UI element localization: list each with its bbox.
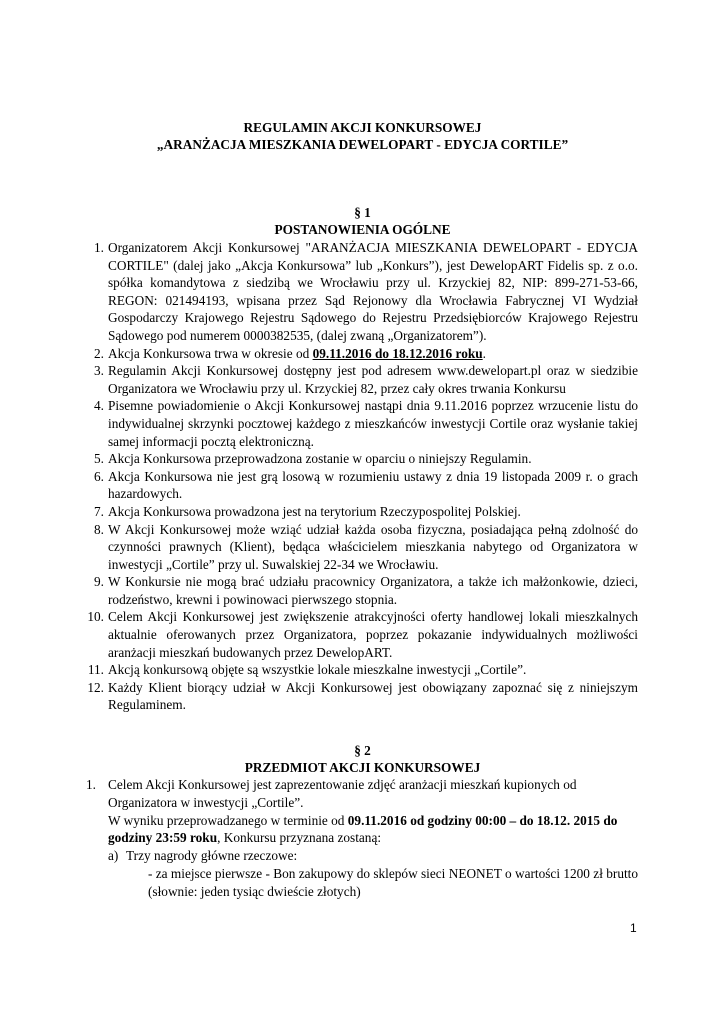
- list-item: 1. Organizatorem Akcji Konkursowej "ARANŻACJA MIESZKANIA DEWELOPART - EDYCJA CORTILE" (dalej jako „Akcja Konkursowa” lub „Konkurs”), jest DewelopART Fidelis sp. z o.o. spółka komandytowa z siedzibą we Wrocławiu przy ul. Krzyckiej 82, NIP: 899-271-53-66, REGON: 021494193, wpisana przez Sąd Rejonowy dla Wrocławia Fabrycznej VI Wydział Gospodarczy Krajowego Rejestru Sądowego do Rejestru Przedsiębiorców Krajowego Rejestru Sądowego pod numerem 0000382535, (dalej zwaną „Organizatorem”).: [94, 240, 638, 343]
- list-item: 11. Akcją konkursową objęte są wszystkie lokale mieszkalne inwestycji „Cortile”.: [87, 662, 527, 678]
- section2-item1-number: 1.: [86, 777, 96, 792]
- section2-symbol: § 2: [354, 743, 371, 758]
- section1-symbol: § 1: [354, 205, 371, 220]
- section2-item1-result: W wyniku przeprowadzanego w terminie od 09.11.2016 od godziny 00:00 – do 18.12. 2015 do godziny 23:59 roku, Konkursu przyznana zostaną:: [108, 812, 618, 846]
- list-item: 9. W Konkursie nie mogą brać udziału pracownicy Organizatora, a także ich małżonkowie, dzieci, rodzeństwo, krewni i powinowaci pierwszego stopnia.: [94, 574, 638, 607]
- list-item: 12. Każdy Klient biorący udział w Akcji Konkursowej jest obowiązany zapoznać się z niniejszym Regulaminem.: [87, 679, 638, 713]
- list-item: 7. Akcja Konkursowa prowadzona jest na terytorium Rzeczypospolitej Polskiej.: [94, 503, 521, 519]
- list-item: 10. Celem Akcji Konkursowej jest zwiększenie atrakcyjności oferty handlowej lokali mieszkalnych aktualnie oferowanych przez Organizatora, poprzez pokazanie indywidualnych możliwości aranżacji mieszkań budowanych przez DewelopART.: [87, 609, 638, 660]
- document-title-line1: REGULAMIN AKCJI KONKURSOWEJ: [243, 120, 482, 135]
- section2-item1-text: Celem Akcji Konkursowej jest zaprezentowanie zdjęć aranżacji mieszkań kupionych od Organizatora w inwestycji „Cortile”.: [108, 777, 577, 810]
- list-item: 5. Akcja Konkursowa przeprowadzona zostanie w oparciu o niniejszy Regulamin.: [94, 451, 532, 467]
- list-item: 4. Pisemne powiadomienie o Akcji Konkursowej nastąpi dnia 9.11.2016 poprzez wrzucenie listu do indywidualnej skrzynki pocztowej każdego z mieszkańców inwestycji Cortile oraz wysłanie takiej samej informacji pocztą elektroniczną.: [94, 398, 638, 449]
- section1-heading: POSTANOWIENIA OGÓLNE: [274, 222, 451, 237]
- prize-first-place: - za miejsce pierwsze - Bon zakupowy do sklepów sieci NEONET o wartości 1200 zł brutto (słownie: jeden tysiąc dwieście złotych): [148, 865, 638, 899]
- list-item: 6. Akcja Konkursowa nie jest grą losową w rozumieniu ustawy z dnia 19 listopada 2009 r. o grach hazardowych.: [94, 468, 638, 502]
- section2-body: [86, 776, 638, 901]
- competition-timeframe: 09.11.2016 od godziny 00:00 – do 18.12. 2015 do godziny 23:59 roku: [108, 812, 618, 846]
- page-number: 1: [630, 921, 637, 935]
- list-item: 8. W Akcji Konkursowej może wziąć udział każda osoba fizyczna, posiadająca pełną zdolność do czynności prawnych (Klient), będąca właścicielem mieszkania nabytego od Organizatora w inwestycji „Cortile” przy ul. Suwalskiej 22-34 we Wrocławiu.: [94, 521, 638, 572]
- list-item: 2. Akcja Konkursowa trwa w okresie od 09.11.2016 do 18.12.2016 roku.: [94, 345, 486, 361]
- section1-list: [87, 239, 638, 714]
- document-title-line2: „ARANŻACJA MIESZKANIA DEWELOPART - EDYCJA CORTILE”: [156, 137, 569, 152]
- contest-period: 09.11.2016 do 18.12.2016 roku: [312, 345, 483, 361]
- subitem-a: a) Trzy nagrody główne rzeczowe:: [108, 848, 298, 864]
- section2-heading: PRZEDMIOT AKCJI KONKURSOWEJ: [244, 760, 481, 775]
- list-item: 3. Regulamin Akcji Konkursowej dostępny jest pod adresem www.dewelopart.pl oraz w siedzibie Organizatora we Wrocławiu przy ul. Krzyckiej 82, przez cały okres trwania Konkursu: [94, 363, 638, 396]
